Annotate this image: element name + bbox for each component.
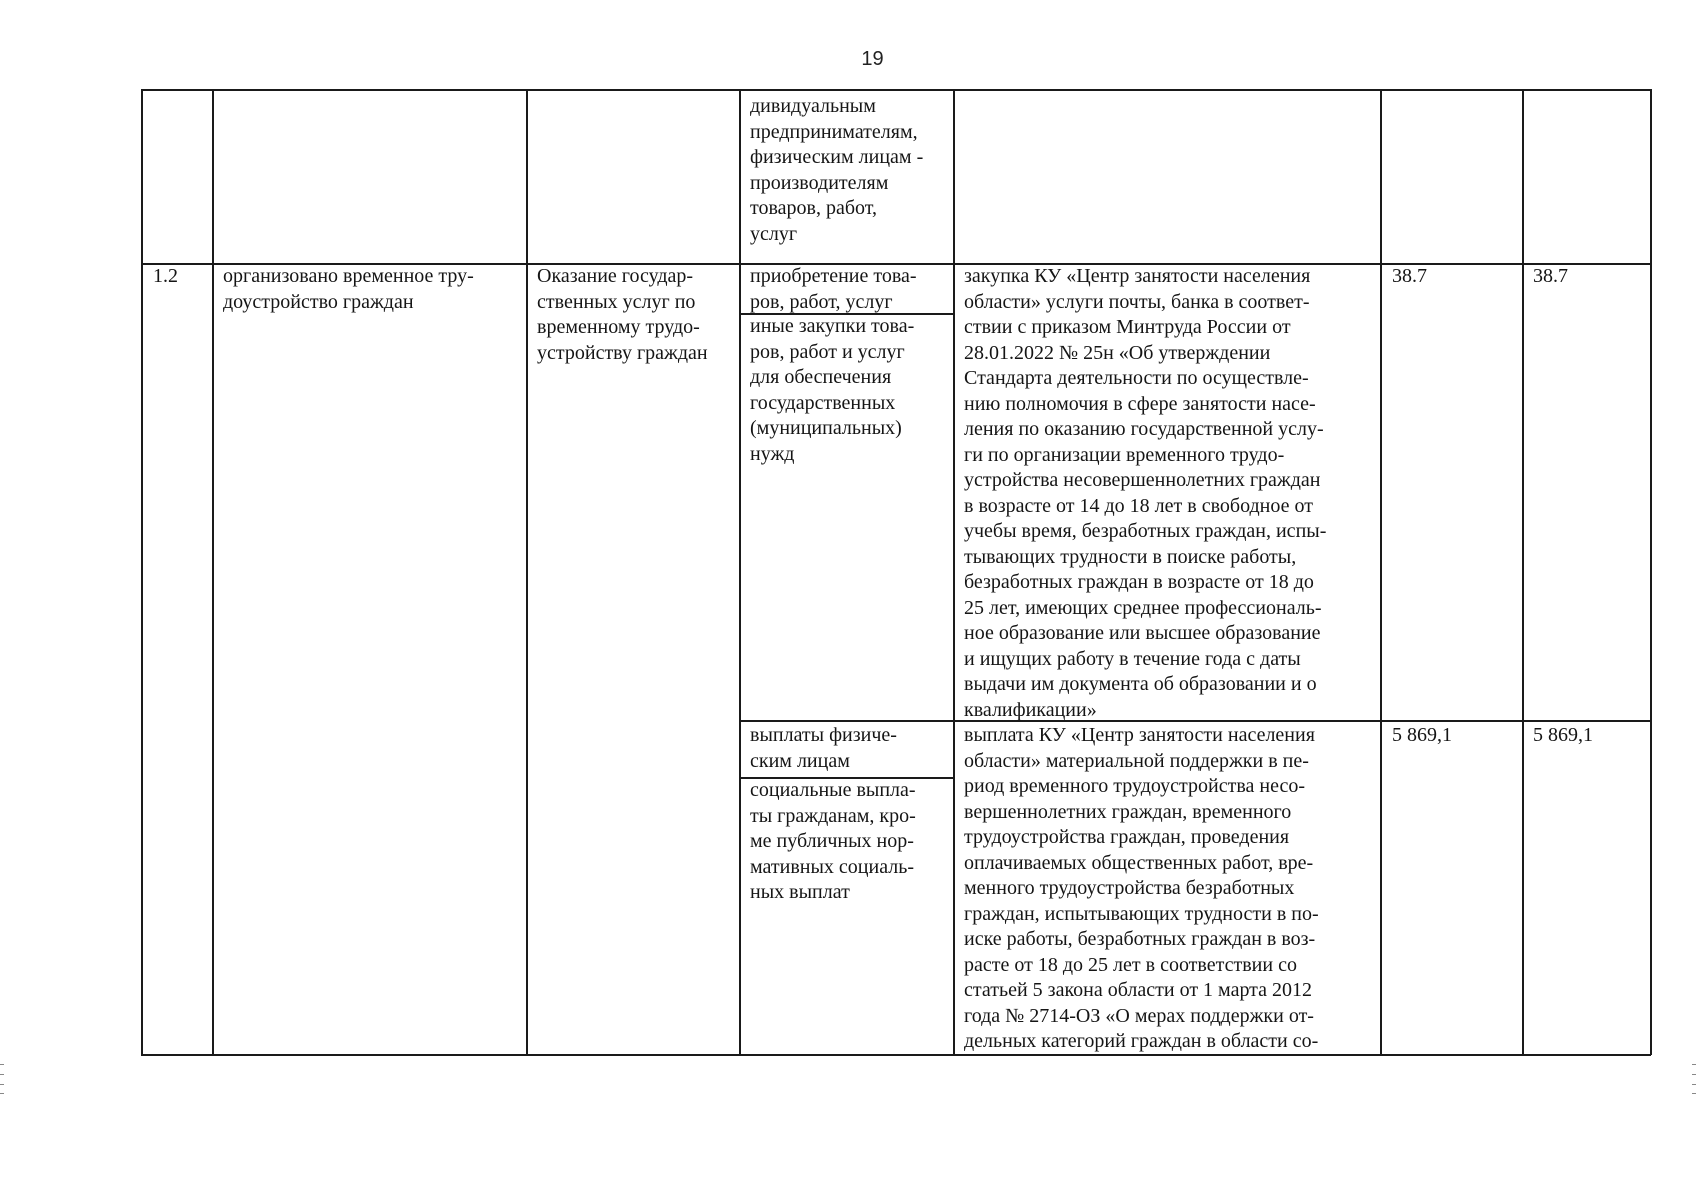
description-a: закупка КУ «Центр занятости населения области» услуги почты, банка в соответ- ствии с приказом Минтруда России от 28.01.2022 № 25н «Об утверждении Стандарта деятельности по осуществле- нию полномочия в сфере занятости насе- ления по оказанию государственной услу- ги по организации временного трудо- устройства несовершеннолетних граждан в возрасте от 14 до 18 лет в свободное от учебы время, безработных граждан, испы- тывающих трудности в поиске работы, безработных граждан в возрасте от 18 до 25 лет, имеющих среднее профессиональ- ное образование или высшее образование и ищущих работу в течение года с даты выдачи им документа об образовании и о квалификации» [964,265,1327,721]
col-border-5 [1380,89,1382,1055]
page-number: 19 [861,48,884,70]
expense-type-a: приобретение това- ров, работ, услуг [750,265,917,313]
table-bottom-border [141,1054,1651,1056]
expense-subtype-b: социальные выпла- ты гражданам, кро- ме публичных нор- мативных социаль- ных выплат [750,779,916,903]
value1-b: 5 869,1 [1392,724,1452,746]
value2-b: 5 869,1 [1533,724,1593,746]
col-border-3 [739,89,741,1055]
col-border-4 [953,89,955,1055]
value1-a: 38.7 [1392,265,1427,287]
col-border-2 [526,89,528,1055]
result-text: организовано временное тру- доустройство граждан [223,265,474,313]
col-border-6 [1522,89,1524,1055]
col-border-7 [1650,89,1652,1055]
expense-type-b: выплаты физиче- ским лицам [750,724,897,772]
col-border-0 [141,89,143,1055]
scan-margin-mark-left [0,1064,4,1094]
expense-subtype-a: иные закупки това- ров, работ и услуг для обеспечения государственных (муниципальных) нужд [750,315,915,465]
service-text: Оказание государ- ственных услуг по временному трудо- устройству граждан [537,265,708,364]
table-top-border [141,89,1651,91]
value2-a: 38.7 [1533,265,1568,287]
scan-margin-mark-right [1692,1064,1696,1094]
description-b: выплата КУ «Центр занятости населения области» материальной поддержки в пе- риод временного трудоустройства несо- вершеннолетних граждан, временного трудоустройства граждан, проведения оплачиваемых общественных работ, вре- менного трудоустройства безработных граждан, испытывающих трудности в по- иске работы, безработных граждан в воз- расте от 18 до 25 лет в соответствии со статьей 5 закона области от 1 марта 2012 года № 2714-ОЗ «О мерах поддержки от- дельных категорий граждан в области со- [964,724,1319,1052]
col-border-1 [212,89,214,1055]
continuation-recipient-text: дивидуальным предпринимателям, физическим лицам - производителям товаров, работ, услуг [750,95,924,245]
row-number: 1.2 [153,265,178,287]
